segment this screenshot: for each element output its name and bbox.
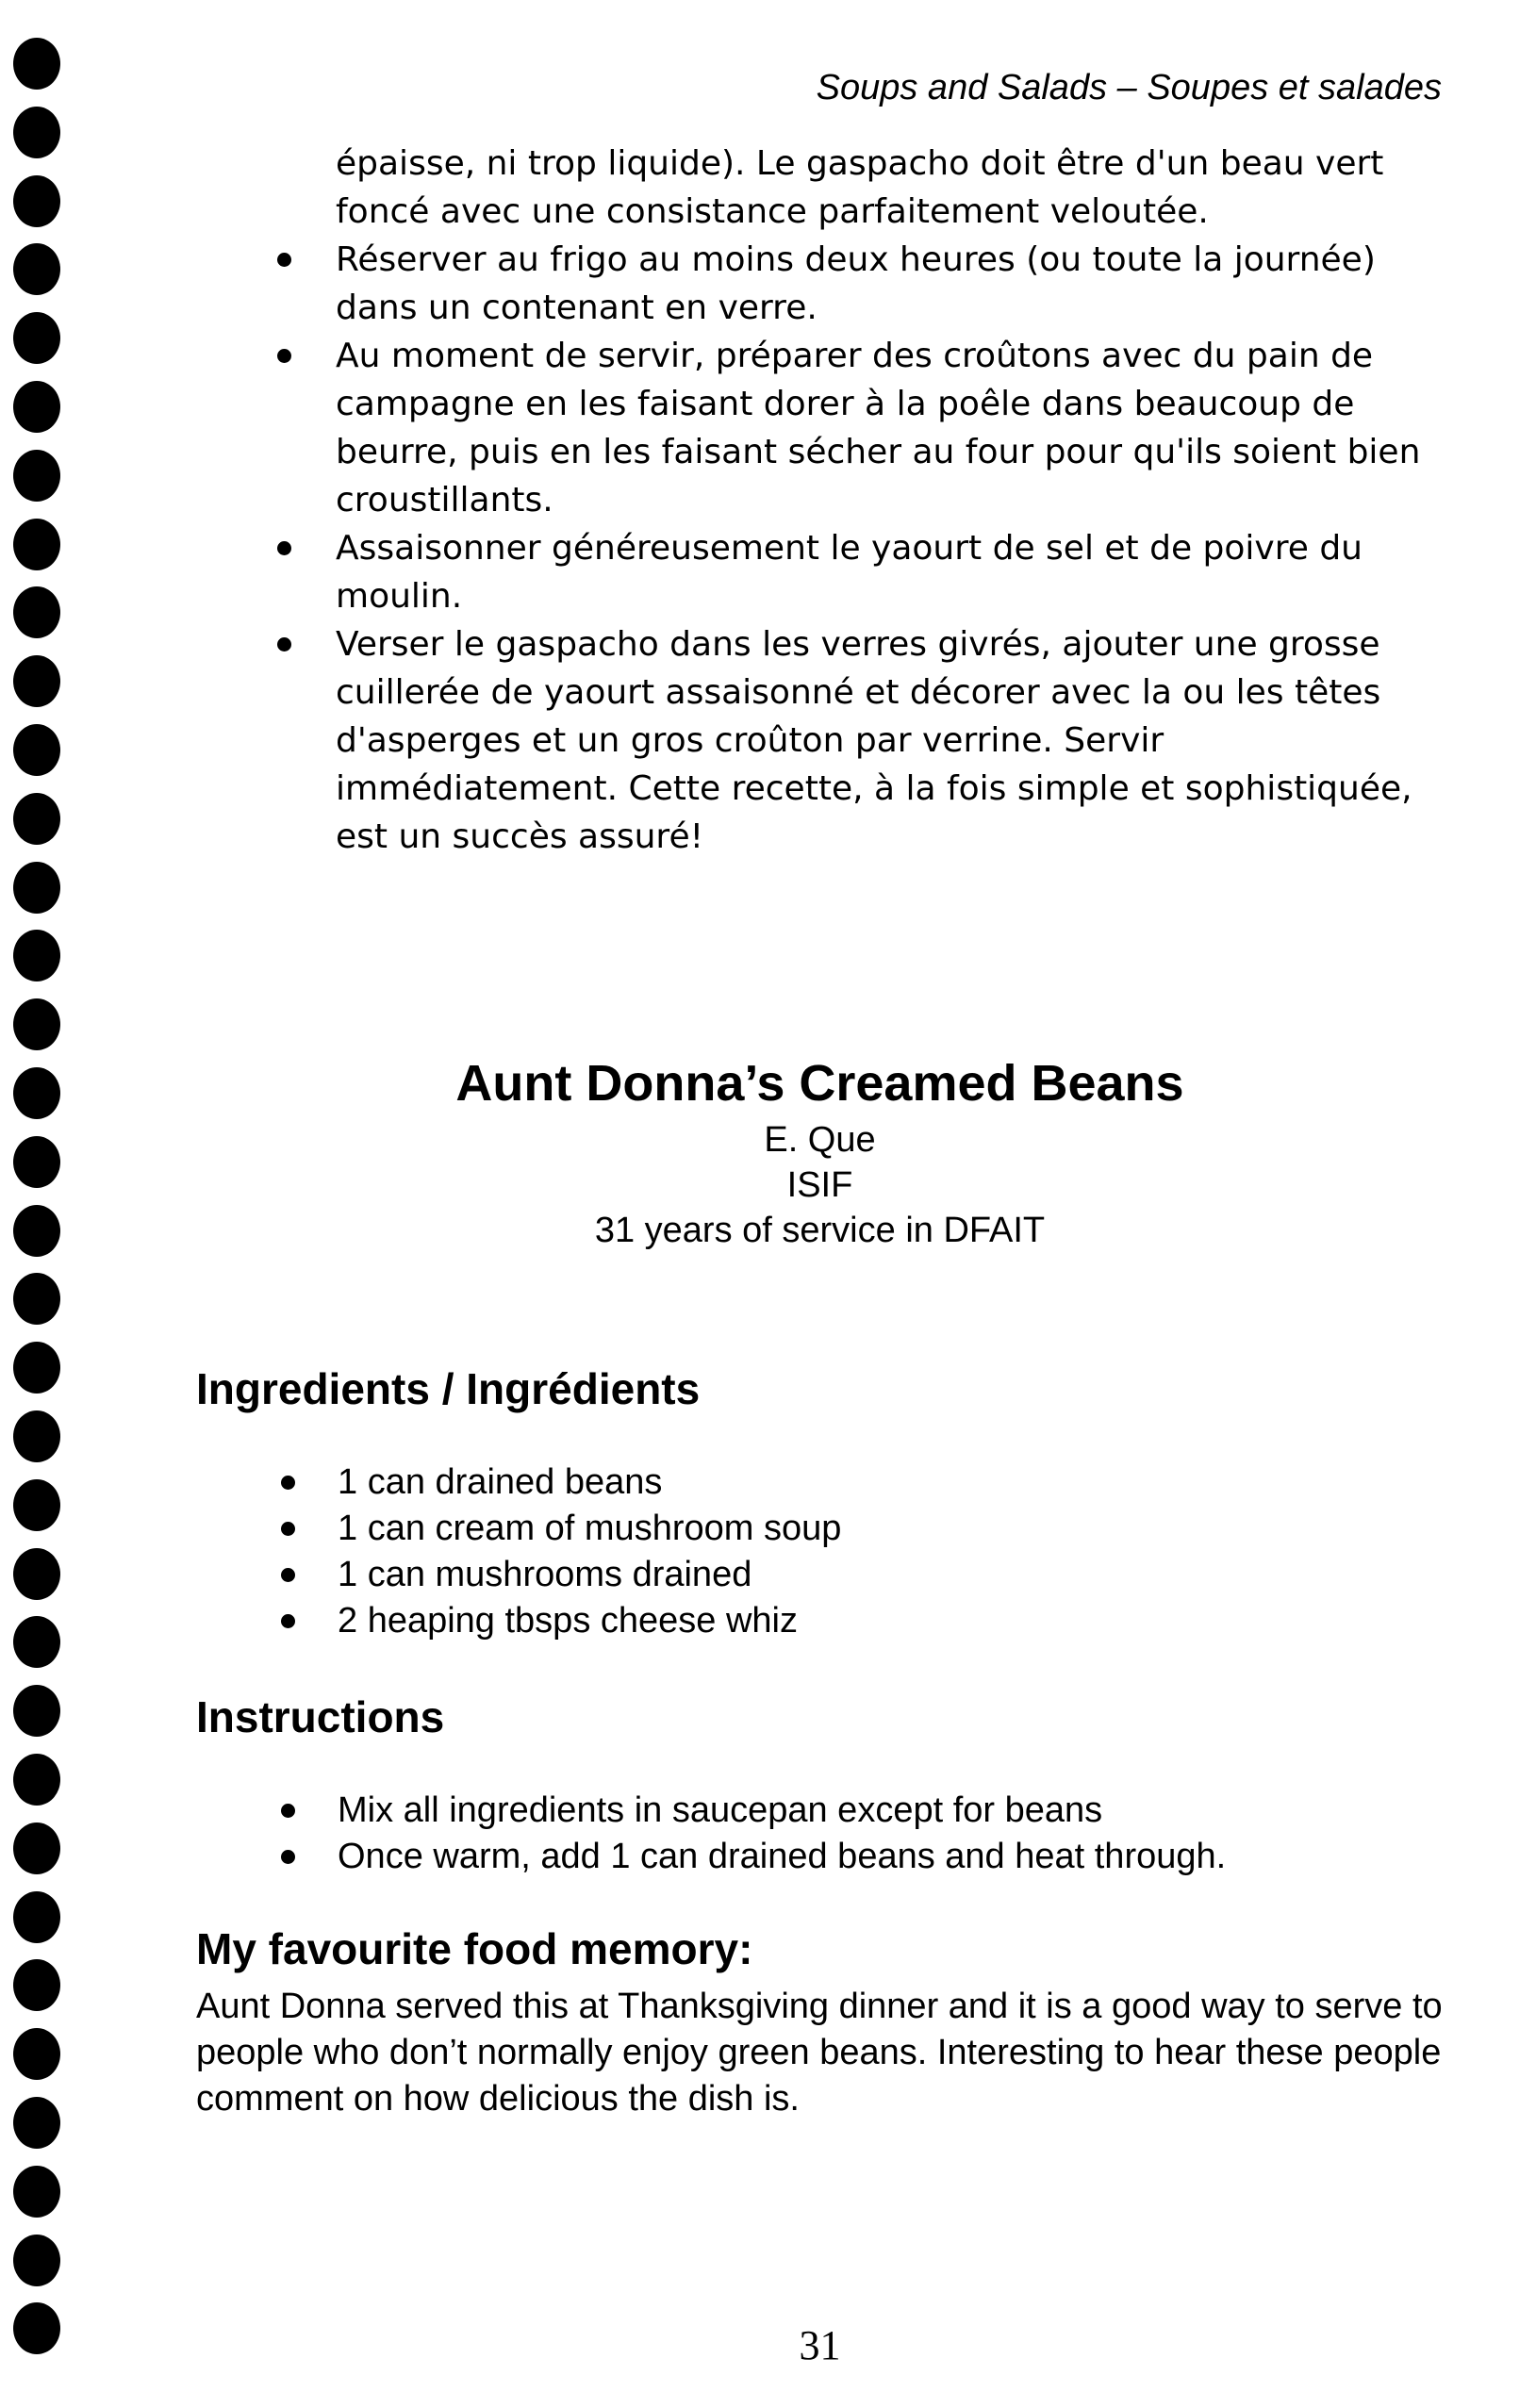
list-item <box>264 1506 841 1552</box>
step-text: Réserver au frigo au moins deux heures (ou toute la journée) dans un contenant en verre. <box>336 240 1376 327</box>
binding-hole <box>13 243 60 295</box>
instruction-text: Once warm, add 1 can drained beans and heat through. <box>338 1837 1227 1876</box>
binding-hole <box>13 2097 60 2149</box>
bullet-icon <box>277 349 291 363</box>
memory-heading: My favourite food memory: <box>196 1924 753 1973</box>
binding-hole <box>13 312 60 364</box>
binding-hole <box>13 1959 60 2011</box>
step-text: Au moment de servir, préparer des croûtons avec du pain de campagne en les faisant dorer à la poêle dans beaucoup de beurre, puis en les faisant sécher au four pour qu'ils soient bien croustillants. <box>336 337 1421 520</box>
list-item <box>264 524 1433 620</box>
binding-hole <box>13 38 60 90</box>
recipe-title: Aunt Donna’s Creamed Beans <box>455 1055 1184 1112</box>
binding-hole <box>13 107 60 158</box>
author-service: 31 years of service in DFAIT <box>594 1211 1046 1250</box>
binding-hole <box>13 1410 60 1462</box>
binding-hole <box>13 2235 60 2286</box>
memory-text: Aunt Donna served this at Thanksgiving dinner and it is a good way to serve to people who don’t normally enjoy green beans. Interesting to hear these people comment on how delicious the dish is. <box>196 1987 1443 2119</box>
bullet-icon <box>281 1522 295 1536</box>
bullet-icon <box>281 1850 295 1864</box>
list-item <box>264 1598 841 1644</box>
instructions-list <box>264 1788 1226 1880</box>
ingredient-text: 1 can drained beans <box>338 1462 663 1502</box>
list-item <box>264 332 1433 524</box>
bullet-icon <box>281 1568 295 1582</box>
bullet-icon <box>277 637 291 651</box>
ingredients-heading: Ingredients / Ingrédients <box>196 1364 701 1413</box>
bullet-icon <box>281 1476 295 1490</box>
binding-hole <box>13 450 60 502</box>
list-item <box>264 1552 841 1598</box>
author-division: ISIF <box>786 1165 853 1205</box>
author-name: E. Que <box>764 1120 876 1160</box>
binding-hole <box>13 2166 60 2218</box>
step-text: Assaisonner généreusement le yaourt de sel et de poivre du moulin. <box>336 529 1363 616</box>
binding-hole <box>13 930 60 981</box>
binding-hole <box>13 381 60 433</box>
binding-hole <box>13 586 60 638</box>
binding-hole <box>13 862 60 914</box>
ingredient-text: 2 heaping tbsps cheese whiz <box>338 1601 798 1641</box>
binding-hole <box>13 793 60 845</box>
page-number: 31 <box>799 2322 841 2368</box>
list-item <box>264 1834 1226 1880</box>
binding-hole <box>13 1891 60 1943</box>
binding-hole <box>13 1548 60 1600</box>
binding-hole <box>13 655 60 707</box>
bullet-icon <box>277 253 291 267</box>
bullet-icon <box>277 541 291 555</box>
ingredient-text: 1 can mushrooms drained <box>338 1555 752 1594</box>
instructions-heading: Instructions <box>196 1692 445 1741</box>
list-item <box>264 1788 1226 1834</box>
binding-hole <box>13 1616 60 1668</box>
instruction-text: Mix all ingredients in saucepan except for beans <box>338 1790 1103 1830</box>
step-text: Verser le gaspacho dans les verres givrés, ajouter une grosse cuillerée de yaourt assaisonné et décorer avec la ou les têtes d'asperges et un gros croûton par verrine. Servir immédiatement. Cette recette, à la fois simple et sophistiquée, est un succès assuré! <box>336 625 1412 856</box>
ingredients-list <box>264 1460 841 1644</box>
binding-hole <box>13 724 60 776</box>
list-item <box>264 620 1433 861</box>
binding-hole <box>13 1273 60 1325</box>
binding-hole <box>13 1822 60 1874</box>
binding-hole <box>13 1479 60 1531</box>
recipe-byline <box>0 1117 1536 1253</box>
binding-hole <box>13 1685 60 1737</box>
bullet-icon <box>281 1614 295 1628</box>
list-item <box>264 236 1433 332</box>
section-header: Soups and Salads – Soupes et salades <box>816 68 1442 107</box>
binding-hole <box>13 1342 60 1394</box>
ingredient-text: 1 can cream of mushroom soup <box>338 1509 842 1548</box>
bullet-icon <box>281 1804 295 1818</box>
binding-hole <box>13 1754 60 1806</box>
binding-hole <box>13 519 60 570</box>
list-item <box>264 1460 841 1506</box>
binding-hole <box>13 998 60 1050</box>
previous-steps-list <box>264 236 1433 861</box>
previous-recipe-continuation <box>264 140 1433 861</box>
binding-hole <box>13 2028 60 2080</box>
binding-hole <box>13 175 60 227</box>
continuation-text: épaisse, ni trop liquide). Le gaspacho doit être d'un beau vert foncé avec une consistance parfaitement veloutée. <box>336 144 1384 231</box>
